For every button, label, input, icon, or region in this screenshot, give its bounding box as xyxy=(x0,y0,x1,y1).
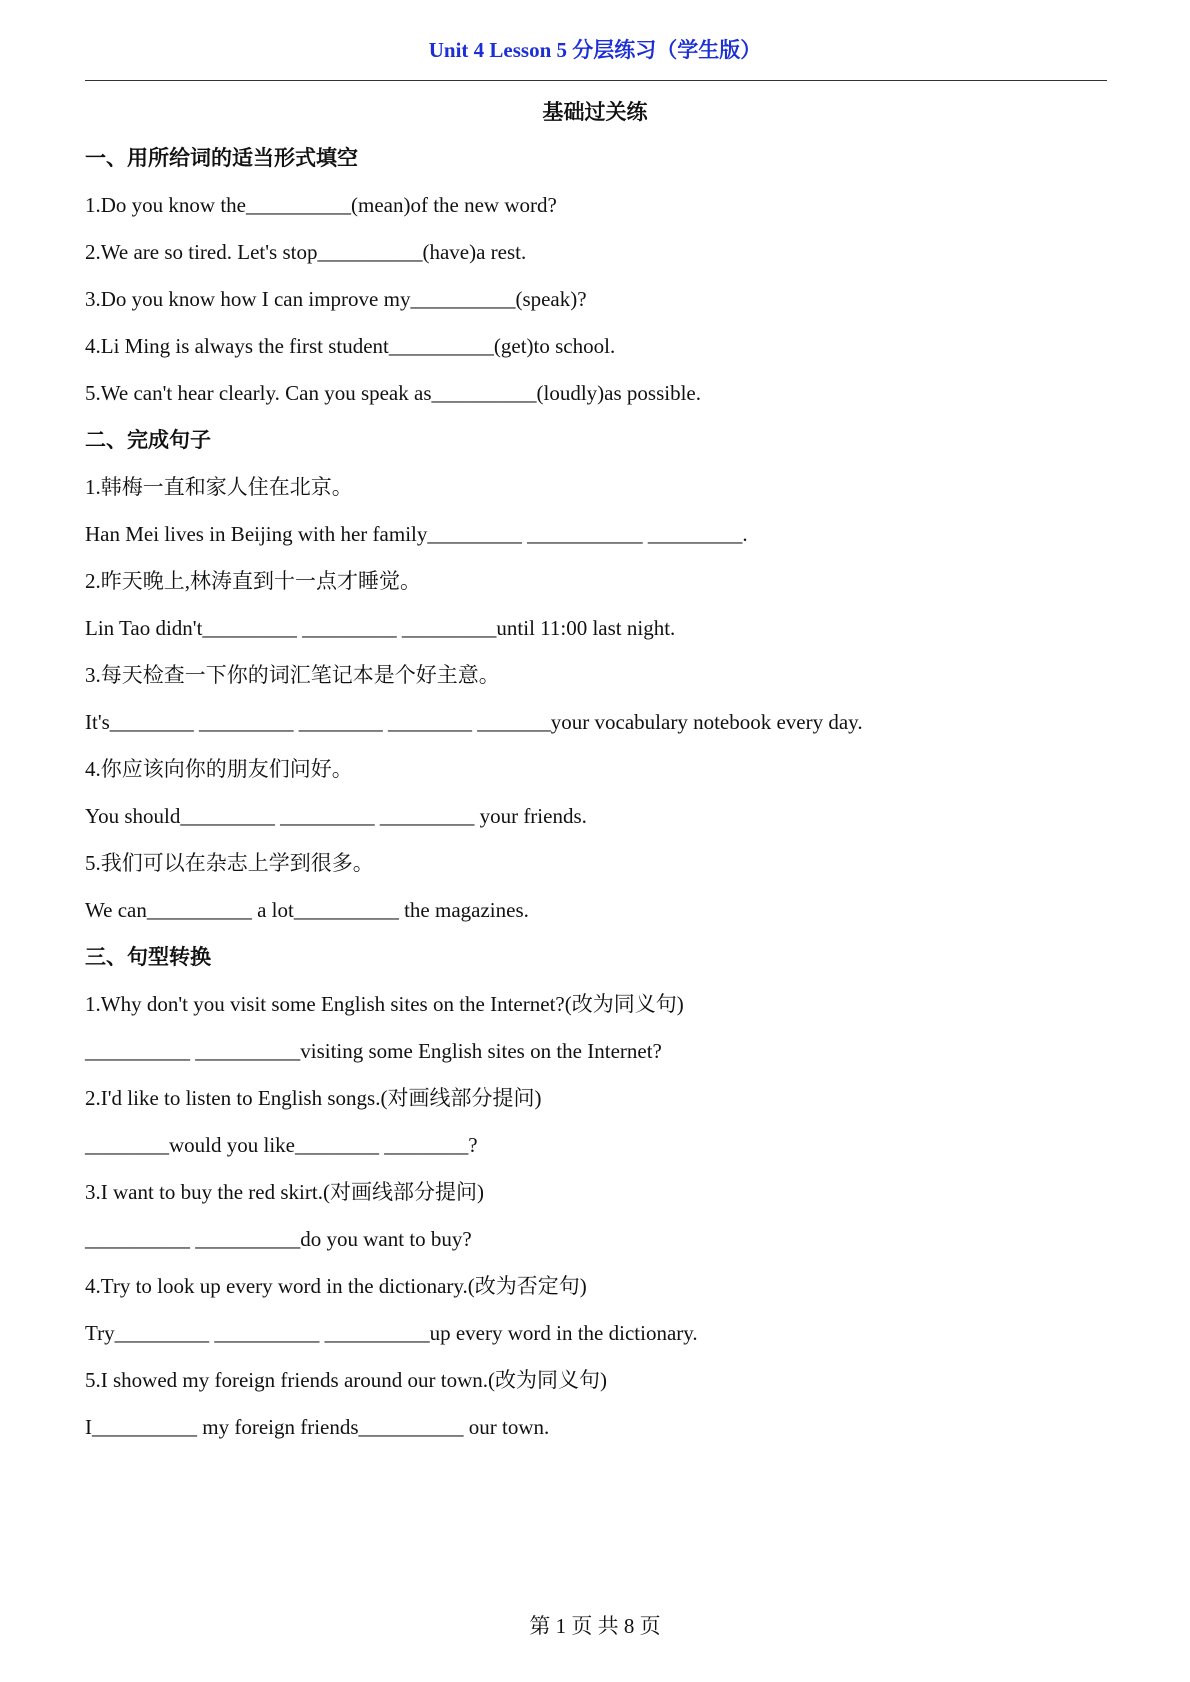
question-line: 1.Do you know the__________(mean)of the new word? xyxy=(85,193,557,217)
question-line: 4.Li Ming is always the first student__________(get)to school. xyxy=(85,334,616,358)
prompt-line: 4.你应该向你的朋友们问好。 xyxy=(85,757,353,781)
prompt-line: 1.Why don't you visit some English sites on the Internet?(改为同义句) xyxy=(85,992,684,1016)
prompt-line: 1.韩梅一直和家人住在北京。 xyxy=(85,475,353,499)
answer-line: __________ __________do you want to buy? xyxy=(85,1227,472,1251)
answer-line: Han Mei lives in Beijing with her family_________ ___________ _________. xyxy=(85,522,748,546)
answer-line: You should_________ _________ _________ your friends. xyxy=(85,804,587,828)
answer-line: Try_________ __________ __________up every word in the dictionary. xyxy=(85,1321,698,1345)
prompt-line: 5.我们可以在杂志上学到很多。 xyxy=(85,851,374,875)
document-title: Unit 4 Lesson 5 分层练习（学生版） xyxy=(428,38,762,62)
section-heading-3: 三、句型转换 xyxy=(85,945,211,969)
answer-line: ________would you like________ ________? xyxy=(85,1133,478,1157)
section-heading-2: 二、完成句子 xyxy=(85,428,211,452)
prompt-line: 2.昨天晚上,林涛直到十一点才睡觉。 xyxy=(85,569,421,593)
prompt-line: 2.I'd like to listen to English songs.(对画线部分提问) xyxy=(85,1086,542,1110)
worksheet-body xyxy=(85,135,1107,1451)
answer-line: __________ __________visiting some English sites on the Internet? xyxy=(85,1039,662,1063)
prompt-line: 5.I showed my foreign friends around our town.(改为同义句) xyxy=(85,1368,607,1392)
answer-line: Lin Tao didn't_________ _________ _________until 11:00 last night. xyxy=(85,616,676,640)
question-line: 2.We are so tired. Let's stop__________(have)a rest. xyxy=(85,240,527,264)
prompt-line: 3.I want to buy the red skirt.(对画线部分提问) xyxy=(85,1180,484,1204)
section-heading-1: 一、用所给词的适当形式填空 xyxy=(85,146,358,170)
question-line: 3.Do you know how I can improve my__________(speak)? xyxy=(85,287,587,311)
page-number: 第 1 页 共 8 页 xyxy=(529,1614,661,1638)
prompt-line: 3.每天检查一下你的词汇笔记本是个好主意。 xyxy=(85,663,500,687)
section-group-title: 基础过关练 xyxy=(542,100,648,124)
answer-line: I__________ my foreign friends__________ our town. xyxy=(85,1415,550,1439)
question-line: 5.We can't hear clearly. Can you speak as__________(loudly)as possible. xyxy=(85,381,701,405)
answer-line: It's________ _________ ________ ________ _______your vocabulary notebook every day. xyxy=(85,710,863,734)
answer-line: We can__________ a lot__________ the magazines. xyxy=(85,898,529,922)
prompt-line: 4.Try to look up every word in the dictionary.(改为否定句) xyxy=(85,1274,587,1298)
header-divider xyxy=(85,80,1107,81)
